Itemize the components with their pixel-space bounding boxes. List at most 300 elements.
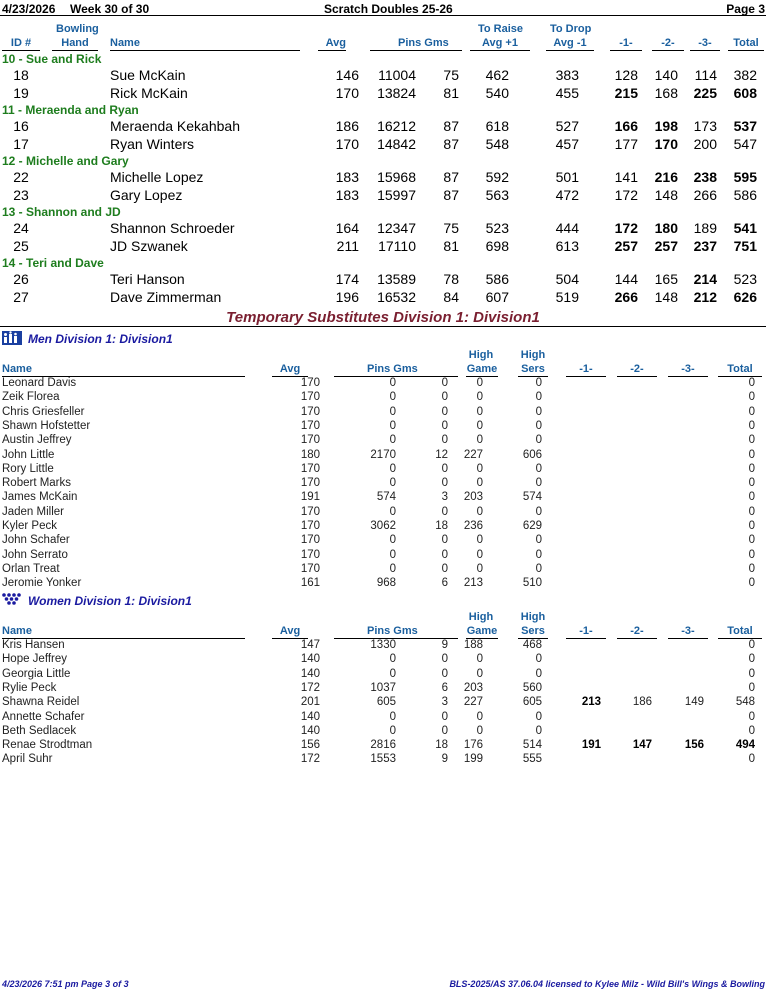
sub-name: Rory Little xyxy=(2,462,54,475)
game1-score: 266 xyxy=(614,289,638,305)
bowler-to-raise: 548 xyxy=(485,136,509,152)
sub-name: Hope Jeffrey xyxy=(2,653,67,666)
sub-high-series: 0 xyxy=(535,710,542,723)
sub-high-series: 0 xyxy=(535,562,542,575)
game3-score: 114 xyxy=(694,67,717,83)
section-label-text: Men Division 1: Division1 xyxy=(28,332,173,346)
sub-game1: 213 xyxy=(581,696,601,709)
bowler-to-drop: 457 xyxy=(555,136,579,152)
sub-avg: 140 xyxy=(300,653,320,666)
sub-name: Robert Marks xyxy=(2,477,72,490)
col-sub-sers: Sers xyxy=(518,624,548,639)
bowler-row xyxy=(0,118,766,136)
bowler-to-raise: 523 xyxy=(485,220,509,236)
col-sub-g1: -1- xyxy=(566,624,606,639)
bowler-name: Meraenda Kekahbah xyxy=(110,118,240,134)
sub-name: John Little xyxy=(2,448,55,461)
bowler-avg: 146 xyxy=(335,67,359,83)
bowler-to-raise: 563 xyxy=(485,187,509,203)
sub-high-game: 0 xyxy=(476,505,483,518)
bowler-games: 75 xyxy=(443,67,459,83)
sub-avg: 170 xyxy=(300,405,320,418)
sub-pins: 0 xyxy=(389,391,396,404)
sub-games: 9 xyxy=(441,753,448,766)
sub-total: 0 xyxy=(748,462,755,475)
sub-high-game: 227 xyxy=(463,448,483,461)
bowler-to-raise: 698 xyxy=(485,238,509,254)
sub-total: 0 xyxy=(748,405,755,418)
sub-pins: 1553 xyxy=(370,753,396,766)
game1-score: 215 xyxy=(614,85,638,101)
sub-high-series: 574 xyxy=(522,491,542,504)
bowler-name: JD Szwanek xyxy=(110,238,188,254)
sub-avg: 147 xyxy=(300,639,320,651)
game1-score: 144 xyxy=(614,271,638,287)
team-label: 13 - Shannon and JD xyxy=(2,205,121,219)
sub-total: 494 xyxy=(735,739,755,752)
bowler-to-drop: 519 xyxy=(555,289,579,305)
footer-timestamp: 4/23/2026 7:51 pm Page 3 of 3 xyxy=(2,979,129,989)
game1-score: 141 xyxy=(614,169,638,185)
sub-avg: 156 xyxy=(300,739,320,752)
sub-avg: 170 xyxy=(300,377,320,389)
sub-avg: 170 xyxy=(300,477,320,490)
bowler-avg: 211 xyxy=(336,238,359,254)
men-group-icon xyxy=(2,331,22,345)
game3-score: 200 xyxy=(693,136,717,152)
col-bowling-label: Bowling xyxy=(56,23,99,35)
bowler-to-drop: 444 xyxy=(555,220,579,236)
col-id: ID # xyxy=(2,36,40,51)
bowler-to-raise: 607 xyxy=(485,289,509,305)
series-total: 626 xyxy=(733,289,757,305)
sub-games: 3 xyxy=(441,491,448,504)
bowler-pins: 16212 xyxy=(377,118,416,134)
sub-high-series: 555 xyxy=(522,753,542,766)
game2-score: 165 xyxy=(654,271,678,287)
sub-high-series: 0 xyxy=(535,462,542,475)
week-label: Week 30 of 30 xyxy=(70,2,150,16)
team-label: 12 - Michelle and Gary xyxy=(2,154,129,168)
bowler-id: 26 xyxy=(13,271,29,287)
series-total: 608 xyxy=(733,85,757,101)
series-total: 382 xyxy=(733,67,757,83)
substitutes-divider xyxy=(0,326,766,327)
bowler-avg: 186 xyxy=(335,118,359,134)
sub-games: 0 xyxy=(441,419,448,432)
bowler-avg: 183 xyxy=(335,169,359,185)
sub-row xyxy=(0,577,766,591)
sub-high-series: 0 xyxy=(535,548,542,561)
sub-row xyxy=(0,753,766,767)
sub-high-series: 468 xyxy=(522,639,542,651)
sub-total: 0 xyxy=(748,548,755,561)
women-group-icon xyxy=(2,593,22,607)
sub-pins: 574 xyxy=(376,491,396,504)
sub-row xyxy=(0,449,766,463)
sub-name: Kris Hansen xyxy=(2,639,65,651)
game1-score: 172 xyxy=(614,187,638,203)
sub-high-game: 0 xyxy=(476,562,483,575)
sub-avg: 201 xyxy=(300,696,320,709)
col-sub-total: Total xyxy=(718,624,762,639)
sub-avg: 140 xyxy=(300,710,320,723)
sub-high-series: 0 xyxy=(535,377,542,389)
bowler-to-drop: 504 xyxy=(555,271,579,287)
col-sub-g2: -2- xyxy=(617,624,657,639)
sub-high-game: 203 xyxy=(463,491,483,504)
sub-name: James McKain xyxy=(2,491,78,504)
league-name: Scratch Doubles 25-26 xyxy=(324,2,453,16)
col-name: Name xyxy=(110,36,300,51)
sub-row xyxy=(0,463,766,477)
sub-game3: 156 xyxy=(684,739,704,752)
sub-row xyxy=(0,477,766,491)
men-section-label xyxy=(2,331,173,346)
sub-name: Orlan Treat xyxy=(2,562,60,575)
series-total: 523 xyxy=(733,271,757,287)
sub-avg: 172 xyxy=(300,681,320,694)
sub-avg: 191 xyxy=(300,491,320,504)
sub-name: Shawn Hofstetter xyxy=(2,419,91,432)
sub-name: Rylie Peck xyxy=(2,681,57,694)
sub-name: Chris Griesfeller xyxy=(2,405,85,418)
sub-pins: 0 xyxy=(389,377,396,389)
bowler-name: Michelle Lopez xyxy=(110,169,204,185)
bowler-games: 84 xyxy=(443,289,459,305)
bowler-games: 75 xyxy=(443,220,459,236)
game2-score: 148 xyxy=(654,289,678,305)
sub-high-series: 606 xyxy=(522,448,542,461)
sub-pins: 2170 xyxy=(370,448,396,461)
col-sub-name: Name xyxy=(2,362,245,377)
game3-score: 238 xyxy=(693,169,717,185)
bowler-avg: 196 xyxy=(335,289,359,305)
sub-pins: 0 xyxy=(389,710,396,723)
col-raise: Avg +1 xyxy=(470,36,530,51)
sub-total: 0 xyxy=(748,639,755,651)
series-total: 541 xyxy=(733,220,757,236)
bowler-avg: 164 xyxy=(335,220,359,236)
sub-games: 0 xyxy=(441,724,448,737)
sub-name: Renae Strodtman xyxy=(2,739,93,752)
bowler-id: 18 xyxy=(13,67,29,83)
col-sub-g3: -3- xyxy=(668,624,708,639)
bowler-to-drop: 383 xyxy=(555,67,579,83)
bowler-avg: 170 xyxy=(335,136,359,152)
sub-total: 548 xyxy=(735,696,755,709)
sub-row xyxy=(0,725,766,739)
col-total: Total xyxy=(728,36,764,51)
bowler-id: 23 xyxy=(13,187,29,203)
sub-pins: 0 xyxy=(389,724,396,737)
sub-avg: 170 xyxy=(300,562,320,575)
game3-score: 225 xyxy=(693,85,717,101)
sub-high-series: 0 xyxy=(535,434,542,447)
sub-pins: 1330 xyxy=(370,639,396,651)
sub-row xyxy=(0,711,766,725)
sub-name: Beth Sedlacek xyxy=(2,724,77,737)
sub-avg: 140 xyxy=(300,667,320,680)
bowler-pins: 15997 xyxy=(377,187,416,203)
bowler-pins: 16532 xyxy=(377,289,416,305)
sub-games: 0 xyxy=(441,434,448,447)
sub-pins: 0 xyxy=(389,434,396,447)
sub-name: Zeik Florea xyxy=(2,391,60,404)
bowler-name: Rick McKain xyxy=(110,85,188,101)
sub-name: Jeromie Yonker xyxy=(2,577,82,590)
sub-high-game: 227 xyxy=(463,696,483,709)
sub-pins: 0 xyxy=(389,462,396,475)
sub-pins: 0 xyxy=(389,562,396,575)
bowler-to-raise: 592 xyxy=(485,169,509,185)
report-date: 4/23/2026 xyxy=(2,2,56,16)
sub-high-series: 0 xyxy=(535,419,542,432)
sub-high-game: 0 xyxy=(476,434,483,447)
col-sub-g3: -3- xyxy=(668,362,708,377)
footer-license: BLS-2025/AS 37.06.04 licensed to Kylee Milz - Wild Bill's Wings & Bowling xyxy=(449,979,765,989)
sub-row xyxy=(0,491,766,505)
bowler-to-raise: 462 xyxy=(485,67,509,83)
col-sub-avg: Avg xyxy=(272,362,308,377)
game3-score: 212 xyxy=(693,289,717,305)
bowler-name: Sue McKain xyxy=(110,67,186,83)
sub-total: 0 xyxy=(748,681,755,694)
bowler-id: 24 xyxy=(13,220,29,236)
sub-high-game: 203 xyxy=(463,681,483,694)
sub-pins: 605 xyxy=(376,696,396,709)
sub-total: 0 xyxy=(748,419,755,432)
bowler-row xyxy=(0,136,766,154)
sub-high-series: 510 xyxy=(522,577,542,590)
bowler-pins: 14842 xyxy=(377,136,416,152)
sub-games: 0 xyxy=(441,667,448,680)
sub-total: 0 xyxy=(748,753,755,766)
col-sub-g1: -1- xyxy=(566,362,606,377)
sub-row xyxy=(0,639,766,653)
sub-row xyxy=(0,739,766,753)
game3-score: 173 xyxy=(693,118,717,134)
bowler-id: 16 xyxy=(13,118,29,134)
sub-high-game: 188 xyxy=(463,639,483,651)
sub-games: 18 xyxy=(435,520,448,532)
sub-avg: 140 xyxy=(300,724,320,737)
sub-name: Leonard Davis xyxy=(2,377,77,389)
sub-row xyxy=(0,506,766,520)
sub-total: 0 xyxy=(748,448,755,461)
bowler-row xyxy=(0,220,766,238)
team-label: 11 - Meraenda and Ryan xyxy=(2,103,139,117)
game2-score: 168 xyxy=(654,85,678,101)
sub-row xyxy=(0,391,766,405)
bowler-games: 81 xyxy=(443,238,459,254)
sub-total: 0 xyxy=(748,520,755,532)
sub-row xyxy=(0,377,766,391)
sub-high-game: 0 xyxy=(476,477,483,490)
col-sub-total: Total xyxy=(718,362,762,377)
sub-pins: 0 xyxy=(389,477,396,490)
sub-high-game: 0 xyxy=(476,710,483,723)
sub-games: 0 xyxy=(441,477,448,490)
bowler-avg: 170 xyxy=(335,85,359,101)
sub-games: 0 xyxy=(441,391,448,404)
sub-games: 9 xyxy=(441,639,448,651)
sub-games: 0 xyxy=(441,548,448,561)
sub-high-series: 0 xyxy=(535,724,542,737)
sub-high-game: 0 xyxy=(476,653,483,666)
game3-score: 189 xyxy=(693,220,717,236)
sub-avg: 161 xyxy=(300,577,320,590)
sub-total: 0 xyxy=(748,434,755,447)
bowler-id: 19 xyxy=(13,85,29,101)
bowler-row xyxy=(0,85,766,103)
sub-total: 0 xyxy=(748,562,755,575)
col-sub-name: Name xyxy=(2,624,245,639)
col-drop: Avg -1 xyxy=(546,36,594,51)
section-label-text: Women Division 1: Division1 xyxy=(28,594,192,608)
sub-avg: 170 xyxy=(300,505,320,518)
bowler-row xyxy=(0,289,766,307)
game2-score: 180 xyxy=(654,220,678,236)
col-sub-g2: -2- xyxy=(617,362,657,377)
bowler-name: Gary Lopez xyxy=(110,187,183,203)
bowler-name: Teri Hanson xyxy=(110,271,185,287)
game3-score: 266 xyxy=(693,187,717,203)
women-section-label xyxy=(2,593,192,608)
sub-game3: 149 xyxy=(684,696,704,709)
bowler-to-drop: 501 xyxy=(555,169,579,185)
bowler-name: Shannon Schroeder xyxy=(110,220,235,236)
bowler-pins: 13589 xyxy=(377,271,416,287)
col-sub-game: Game xyxy=(466,363,498,375)
series-total: 537 xyxy=(733,118,757,134)
bowler-row xyxy=(0,271,766,289)
series-total: 586 xyxy=(733,187,757,203)
sub-high-series: 0 xyxy=(535,405,542,418)
sub-total: 0 xyxy=(748,724,755,737)
bowler-games: 87 xyxy=(443,187,459,203)
col-high-label: High xyxy=(468,349,494,361)
bowler-to-raise: 618 xyxy=(485,118,509,134)
sub-row xyxy=(0,682,766,696)
sub-pins: 0 xyxy=(389,548,396,561)
sub-games: 0 xyxy=(441,462,448,475)
sub-games: 3 xyxy=(441,696,448,709)
bowler-games: 87 xyxy=(443,118,459,134)
bowler-id: 17 xyxy=(13,136,29,152)
game2-score: 257 xyxy=(654,238,678,254)
sub-games: 0 xyxy=(441,405,448,418)
sub-high-game: 213 xyxy=(463,577,483,590)
bowler-row xyxy=(0,67,766,85)
bowler-avg: 183 xyxy=(335,187,359,203)
bowler-pins: 15968 xyxy=(377,169,416,185)
header-divider xyxy=(0,15,766,16)
sub-total: 0 xyxy=(748,491,755,504)
game2-score: 216 xyxy=(654,169,678,185)
sub-avg: 180 xyxy=(300,448,320,461)
bowler-id: 25 xyxy=(13,238,29,254)
sub-high-game: 0 xyxy=(476,724,483,737)
sub-high-series: 560 xyxy=(522,681,542,694)
sub-high-series: 0 xyxy=(535,667,542,680)
sub-high-game: 0 xyxy=(476,419,483,432)
bowler-games: 78 xyxy=(443,271,459,287)
sub-pins: 2816 xyxy=(370,739,396,752)
bowler-pins: 12347 xyxy=(377,220,416,236)
sub-avg: 170 xyxy=(300,548,320,561)
sub-high-series: 0 xyxy=(535,477,542,490)
col-sub-pins-gms: Pins Gms xyxy=(334,624,458,639)
sub-name: John Schafer xyxy=(2,534,70,547)
col-game3: -3- xyxy=(690,36,720,51)
col-pins-gms: Pins Gms xyxy=(370,36,462,51)
bowler-avg: 174 xyxy=(335,271,359,287)
sub-pins: 0 xyxy=(389,667,396,680)
bowler-row xyxy=(0,187,766,205)
bowler-to-drop: 527 xyxy=(555,118,579,134)
game1-score: 172 xyxy=(614,220,638,236)
sub-avg: 170 xyxy=(300,534,320,547)
bowler-id: 22 xyxy=(13,169,29,185)
sub-row xyxy=(0,549,766,563)
sub-game2: 186 xyxy=(632,696,652,709)
sub-games: 0 xyxy=(441,534,448,547)
sub-high-game: 0 xyxy=(476,534,483,547)
sub-high-series: 514 xyxy=(522,739,542,752)
series-total: 595 xyxy=(733,169,757,185)
sub-games: 0 xyxy=(441,505,448,518)
game2-score: 170 xyxy=(654,136,678,152)
sub-high-game: 0 xyxy=(476,548,483,561)
game1-score: 128 xyxy=(614,67,638,83)
game2-score: 148 xyxy=(654,187,678,203)
sub-games: 12 xyxy=(435,448,448,461)
sub-pins: 0 xyxy=(389,405,396,418)
bowler-pins: 13824 xyxy=(377,85,416,101)
sub-total: 0 xyxy=(748,577,755,590)
sub-games: 0 xyxy=(441,653,448,666)
sub-total: 0 xyxy=(748,653,755,666)
game2-score: 198 xyxy=(654,118,678,134)
sub-avg: 170 xyxy=(300,391,320,404)
sub-row xyxy=(0,534,766,548)
sub-total: 0 xyxy=(748,377,755,389)
bowler-to-raise: 540 xyxy=(485,85,509,101)
col-high-label: High xyxy=(520,349,546,361)
sub-games: 0 xyxy=(441,562,448,575)
sub-game2: 147 xyxy=(632,739,652,752)
sub-high-series: 629 xyxy=(522,520,542,532)
col-game2: -2- xyxy=(652,36,684,51)
sub-game1: 191 xyxy=(581,739,601,752)
sub-high-series: 605 xyxy=(522,696,542,709)
sub-avg: 172 xyxy=(300,753,320,766)
sub-games: 18 xyxy=(435,739,448,752)
sub-high-game: 0 xyxy=(476,391,483,404)
sub-high-game: 236 xyxy=(463,520,483,532)
bowler-pins: 17110 xyxy=(378,238,416,254)
sub-high-series: 0 xyxy=(535,391,542,404)
sub-name: Georgia Little xyxy=(2,667,71,680)
team-label: 14 - Teri and Dave xyxy=(2,256,104,270)
sub-high-game: 0 xyxy=(476,667,483,680)
sub-high-series: 0 xyxy=(535,653,542,666)
sub-high-game: 0 xyxy=(476,377,483,389)
sub-total: 0 xyxy=(748,710,755,723)
sub-pins: 0 xyxy=(389,505,396,518)
col-sub-pins-gms: Pins Gms xyxy=(334,362,458,377)
